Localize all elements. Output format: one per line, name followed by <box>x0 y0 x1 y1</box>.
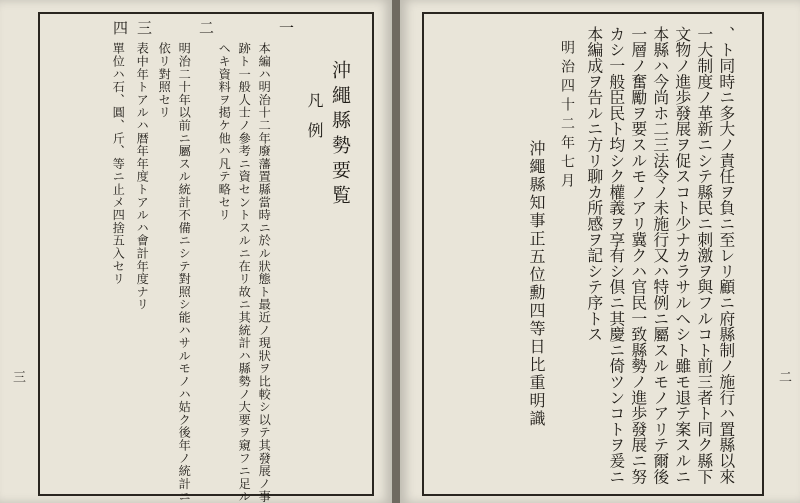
preface-line: 文物ノ進歩發展ヲ促スコト少ナカラサルヘシト雖モ退テ案スルニ <box>672 26 692 485</box>
legend-line: 表中年トアルハ暦年年度トアルハ會計年度ナリ <box>135 42 150 311</box>
item-number: 一 <box>277 20 295 35</box>
show-through-text <box>70 40 84 54</box>
section-heading: 凡例 <box>305 92 324 152</box>
legend-line: 單位ハ石、圓、斤、等ニ止メ四捨五入セリ <box>111 42 126 286</box>
item-number: 三 <box>135 20 153 35</box>
preface-line: 、ト同時ニ多大ノ責任ヲ負ニ至レリ顧ニ府縣制ノ施行ハ置縣以來 <box>716 26 736 485</box>
preface-line: 本縣ハ今尚ホ二三法令ノ未施行又ハ特例ニ屬スルモノアリテ爾後 <box>650 26 670 485</box>
document-title: 沖繩縣勢要覧 <box>329 60 351 210</box>
preface-line: カシ一般臣民ト均シク權義ヲ享有シ倶ニ其慶ニ倚ツンコトヲ爰ニ <box>606 26 626 485</box>
legend-line: 明治二十年以前ニ屬スル統計不備ニシテ對照シ能ハサルモノハ姑ク後年ノ統計ニ <box>177 42 192 503</box>
preface-line: 一大制度ノ革新ニシテ縣民ニ刺激ヲ與フルコト前三者ト同ク縣下 <box>694 26 714 485</box>
right-page <box>400 0 800 503</box>
preface-date: 明治四十二年七月 <box>559 40 575 192</box>
preface-line: 一層ノ奮勵ヲ要スルモノアリ冀クハ官民一致縣勢ノ進歩發展ニ努 <box>628 26 648 485</box>
left-page-frame <box>38 12 374 496</box>
item-number: 四 <box>111 20 129 35</box>
left-page-number: 三 <box>10 370 25 383</box>
legend-line: 跡ト一般人士ノ參考ニ資セントスルニ在リ故ニ其統計ハ縣勢ノ大要ヲ窺フニ足ル <box>237 42 252 503</box>
right-page-number: 二 <box>776 370 791 383</box>
preface-line: 本編成ヲ告ルニ方リ聊カ所感ヲ記シテ序トス <box>584 26 604 342</box>
left-page <box>0 0 392 503</box>
preface-signature: 沖繩縣知事正五位勳四等日比重明識 <box>527 140 546 428</box>
item-number: 二 <box>197 20 215 35</box>
legend-line: 依リ對照セリ <box>157 42 172 119</box>
book-gutter <box>392 0 400 503</box>
legend-line: 本編ハ明治十二年廢藩置縣當時ニ於ル狀態ト最近ノ現狀ヲ比較シ以テ其發展ノ事 <box>257 42 272 503</box>
legend-line: ヘキ資料ヲ掲ケ他ハ凡テ略セリ <box>217 42 232 222</box>
